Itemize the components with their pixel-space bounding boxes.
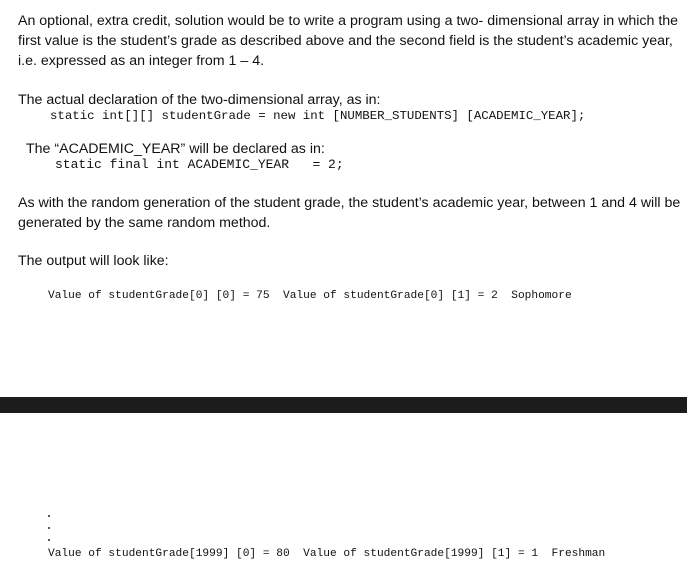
output-first-line: Value of studentGrade[0] [0] = 75 Value of studentGrade[0] [1] = 2 Sophomore — [48, 290, 572, 302]
intro-paragraph: An optional, extra credit, solution would be to write a program using a two- dimensional array in which the first value is the student’s grade as described above and the second field is the student’s academic year, i.e. expressed as an integer from 1 – 4. — [18, 13, 679, 69]
ellipsis-dot — [48, 539, 50, 541]
array-declaration-code: static int[][] studentGrade = new int [NUMBER_STUDENTS] [ACADEMIC_YEAR]; — [50, 109, 586, 123]
output-last-line: Value of studentGrade[1999] [0] = 80 Value of studentGrade[1999] [1] = 1 Freshman — [48, 548, 606, 560]
ellipsis-dot — [48, 527, 50, 529]
ellipsis-dot — [48, 515, 50, 517]
constant-heading: The “ACADEMIC_YEAR” will be declared as in: — [26, 141, 325, 157]
random-generation-paragraph: As with the random generation of the student grade, the student’s academic year, between 1 and 4 will be generated by the same random method. — [18, 195, 681, 231]
separator-bar — [0, 397, 687, 413]
declaration-heading: The actual declaration of the two-dimensional array, as in: — [18, 92, 381, 108]
output-heading: The output will look like: — [18, 253, 169, 269]
constant-declaration-code: static final int ACADEMIC_YEAR = 2; — [55, 157, 344, 172]
